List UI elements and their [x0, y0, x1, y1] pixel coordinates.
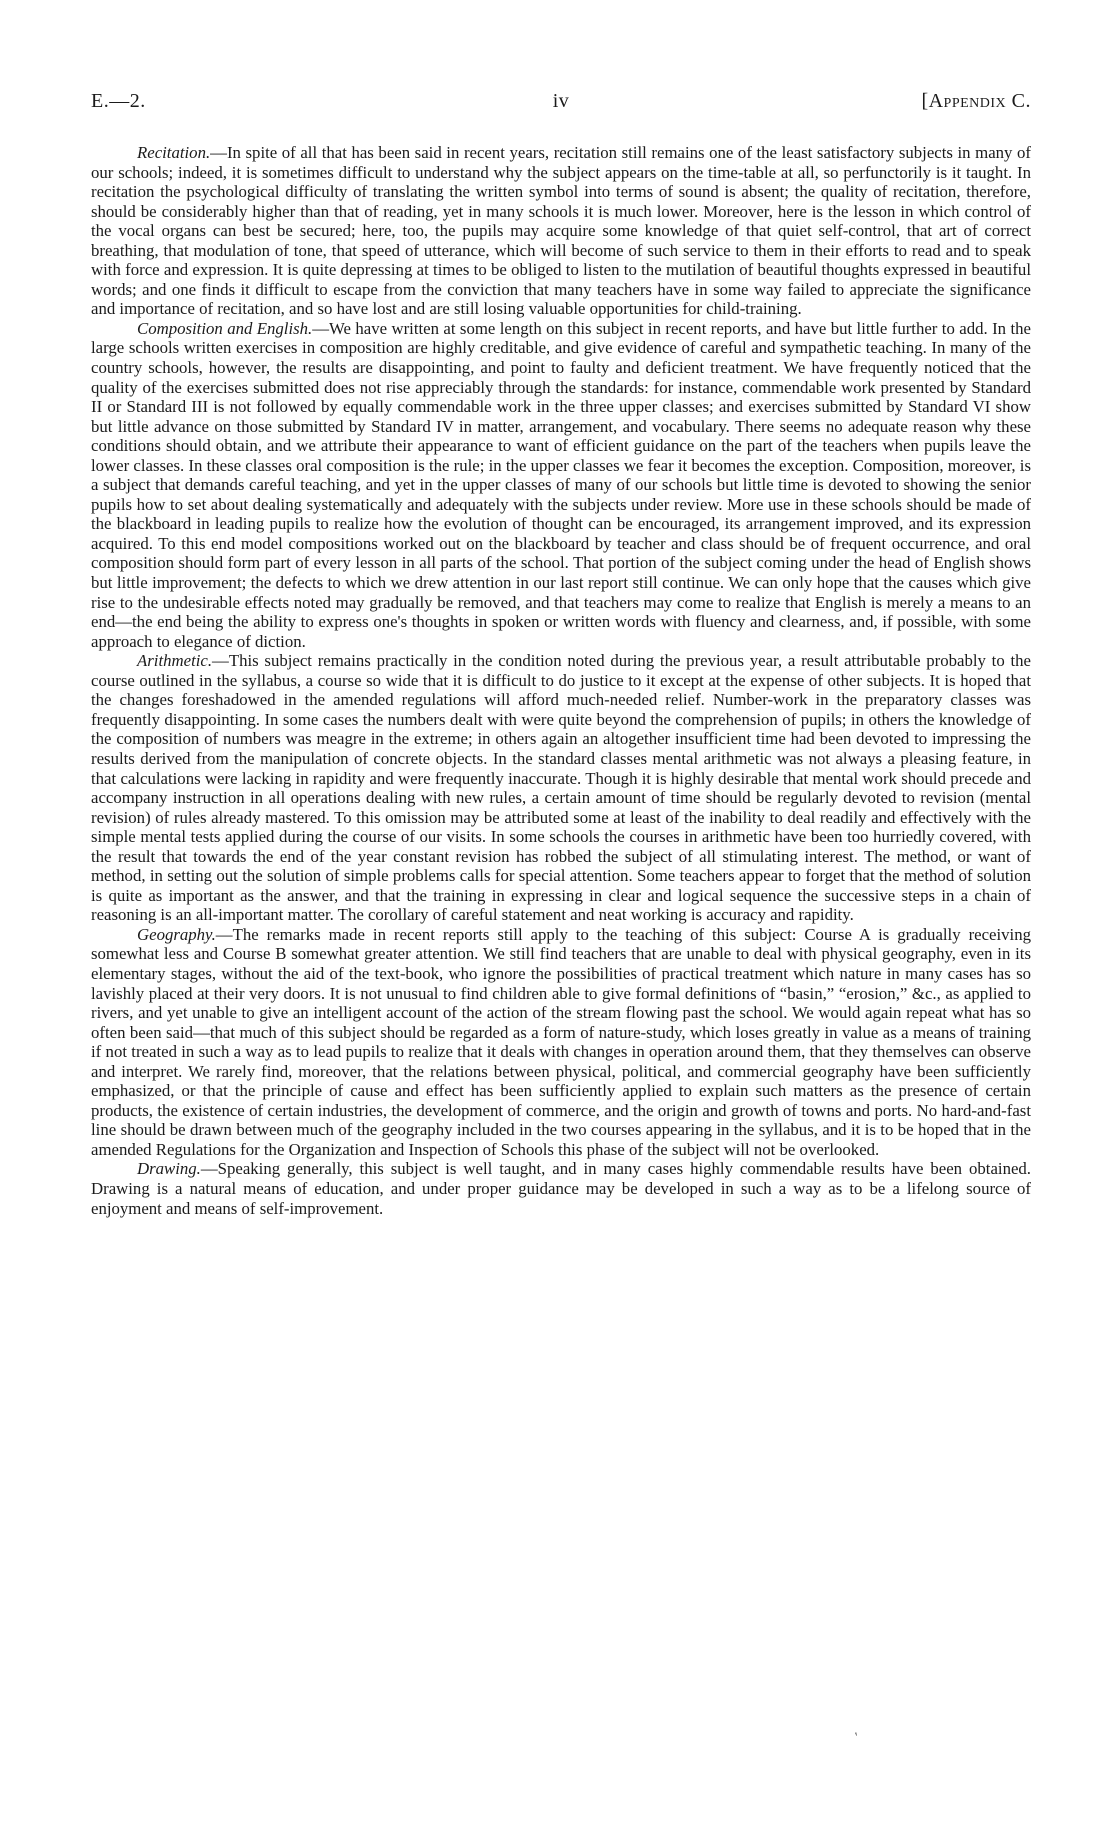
- stray-pen-mark: ′: [853, 1730, 864, 1745]
- heading-recitation: Recitation.: [137, 143, 211, 162]
- paragraph-recitation: [91, 143, 1031, 319]
- text-drawing: —Speaking generally, this subject is well taught, and in many cases highly commendable results have been obtained. Drawing is a natural means of education, and under proper guidance may be developed in such a way as to be a lifelong source of enjoyment and means of self-improvement.: [91, 1159, 1031, 1218]
- text-geography: —The remarks made in recent reports still apply to the teaching of this subject: Course A is gradually receiving somewhat less and Course B somewhat greater attention. We still find teachers that are unable to deal with physical geography, even in its elementary stages, without the aid of the text-book, who ignore the possibilities of practical treatment which nature in many cases has so lavishly placed at their very doors. It is not unusual to find children able to give formal definitions of “basin,” “erosion,” &c., as applied to rivers, and yet unable to give an intelligent account of the action of the stream flowing past the school. We would again repeat what has so often been said—that much of this subject should be regarded as a form of nature-study, which loses greatly in value as a means of training if not treated in such a way as to lead pupils to realize that it deals with changes in operation around them, that they themselves can observe and interpret. We rarely find, moreover, that the relations between physical, political, and commercial geography have been sufficiently emphasized, or that the principle of cause and effect has been sufficiently applied to explain such matters as the presence of certain products, the existence of certain industries, the development of commerce, and the origin and growth of towns and ports. No hard-and-fast line should be drawn between much of the geography included in the two courses appearing in the syllabus, and it is to be hoped that in the amended Regulations for the Organization and Inspection of Schools this phase of the subject will not be overlooked.: [91, 924, 1031, 1159]
- text-composition: —We have written at some length on this subject in recent reports, and have but little further to add. In the large schools written exercises in composition are highly creditable, and give evidence of careful and sympathetic teaching. In many of the country schools, however, the results are disappointing, and point to faulty and deficient treatment. We have frequently noticed that the quality of the exercises submitted does not rise appreciably through the standards: for instance, commendable work presented by Standard II or Standard III is not followed by equally commendable work in the three upper classes; and exercises submitted by Standard VI show but little advance on those submitted by Standard IV in matter, arrangement, and vocabulary. There seems no adequate reason why these conditions should obtain, and we attribute their appearance to want of efficient guidance on the part of the teachers when pupils leave the lower classes. In these classes oral composition is the rule; in the upper classes we fear it becomes the exception. Composition, moreover, is a subject that demands careful teaching, and yet in the upper classes of many of our schools but little time is devoted to showing the senior pupils how to set about dealing systematically and adequately with the subjects under review. More use in these schools should be made of the blackboard in leading pupils to realize how the evolution of thought can be encouraged, its arrangement improved, and its expression acquired. To this end model compositions worked out on the blackboard by teacher and class should be of frequent occurrence, and oral composition should form part of every lesson in all parts of the school. That portion of the subject coming under the head of English shows but little improvement; the defects to which we drew attention in our last report still continue. We can only hope that the causes which give rise to the undesirable effects noted may gradually be removed, and that teachers may come to realize that English is merely a means to an end—the end being the ability to express one's thoughts in spoken or written words with fluency and clearness, and, if possible, with some approach to elegance of diction.: [91, 318, 1031, 651]
- heading-composition: Composition and English.: [137, 318, 313, 338]
- text-arithmetic: —This subject remains practically in the condition noted during the previous year, a result attributable probably to the course outlined in the syllabus, a course so wide that it is difficult to do justice to it except at the expense of other subjects. It is hoped that the changes foreshadowed in the amended regulations will afford much-needed relief. Number-work in the preparatory classes was frequently disappointing. In some cases the numbers dealt with were quite beyond the comprehension of pupils; in others the knowledge of the composition of numbers was meagre in the extreme; in others again an altogether insufficient time had been devoted to impressing the results derived from the manipulation of concrete objects. In the standard classes mental arithmetic was not always a pleasing feature, in that calculations were lacking in rapidity and were frequently inaccurate. Though it is highly desirable that mental work should precede and accompany instruction in all operations dealing with new rules, a certain amount of time should be regularly devoted to revision (mental revision) of rules already mastered. To this omission may be attributed some at least of the inability to deal readily and effectively with the simple mental tests applied during the course of our visits. In some schools the courses in arithmetic have been too hurriedly covered, with the result that towards the end of the year constant revision has robbed the subject of all stimulating interest. The method, or want of method, in setting out the solution of simple problems calls for special attention. Some teachers appear to forget that the method of solution is quite as important as the answer, and that the training in expressing in clear and logical sequence the successive steps in a chain of reasoning is an all-important matter. The corollary of careful statement and neat working is accuracy and rapidity.: [91, 651, 1031, 925]
- paragraph-composition: [91, 319, 1031, 651]
- page-header: [91, 90, 1031, 120]
- page-number: iv: [552, 90, 570, 112]
- paragraph-drawing: [91, 1159, 1031, 1218]
- report-body: [91, 143, 1031, 1218]
- heading-geography: Geography.: [137, 924, 216, 944]
- paragraph-geography: [91, 925, 1031, 1160]
- appendix-label: [Appendix C.: [921, 90, 1031, 112]
- paragraph-arithmetic: [91, 651, 1031, 925]
- text-recitation: —In spite of all that has been said in recent years, recitation still remains one of the least satisfactory subjects in many of our schools; indeed, it is sometimes difficult to understand why the subject appears on the time-table at all, so perfunctorily is it taught. In recitation the psychological difficulty of translating the written symbol into terms of sound is absent; the quality of recitation, therefore, should be considerably higher than that of reading, yet in many schools it is much lower. Moreover, here is the lesson in which control of the vocal organs can best be secured; here, too, the pupils may acquire some knowledge of that quiet self-control, that art of correct breathing, that modulation of tone, that speed of utterance, which will become of such service to them in their efforts to read and to speak with force and expression. It is quite depressing at times to be obliged to listen to the mutilation of beautiful thoughts expressed in beautiful words; and one finds it difficult to escape from the conviction that many teachers have in some way failed to appreciate the significance and importance of recitation, and so have lost and are still losing valuable opportunities for child-training.: [91, 143, 1031, 319]
- heading-arithmetic: Arithmetic.: [137, 651, 213, 671]
- paper-reference: E.—2.: [91, 90, 146, 112]
- heading-drawing: Drawing.: [137, 1159, 201, 1179]
